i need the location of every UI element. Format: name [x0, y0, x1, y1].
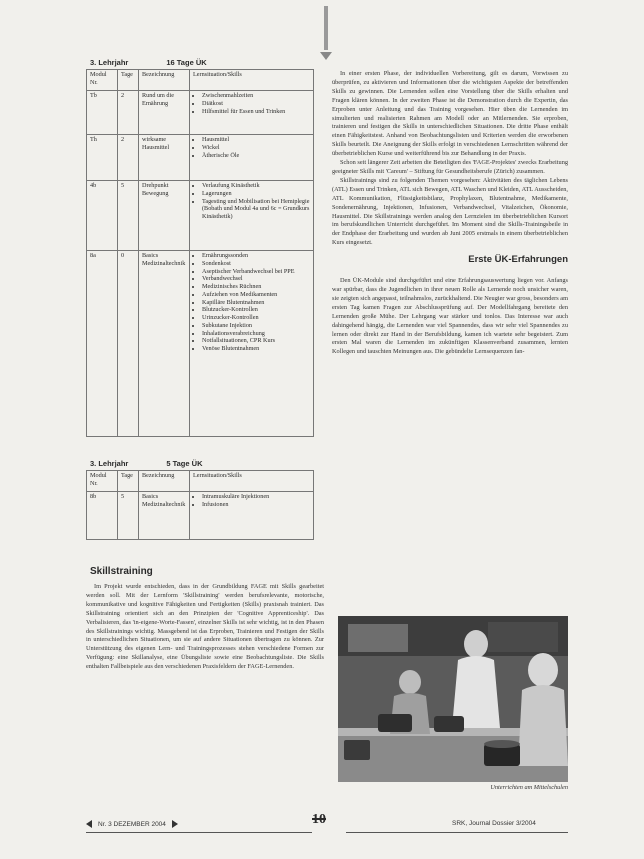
table1-year: 3. Lehrjahr — [90, 58, 129, 67]
footer-journal: SRK, Journal Dossier 3/2004 — [452, 820, 536, 827]
skill-item: • Infusionen — [202, 501, 310, 509]
cell-skills — [190, 492, 314, 540]
skill-item: • Medizinisches Rüchnen — [202, 283, 310, 291]
page-number: 10 — [312, 812, 326, 827]
cell-skills — [190, 91, 314, 135]
skill-item: • Notfallsituationen, CPR Kurs — [202, 337, 310, 345]
cell-bezeichnung: Basics Medizinaltechnik — [139, 251, 190, 437]
col-header-tage: Tage — [118, 70, 139, 91]
next-arrow-icon — [172, 820, 178, 828]
skill-item: • Lagerungen — [202, 190, 310, 198]
table-row — [87, 135, 314, 181]
paragraph-3: Skillstrainings sind zu folgenden Themen vorgesehen: Aktivitäten des täglichen Lebens (ATL) Essen und Trinken, ATL sich Bewegen, ATL Waschen und Kleiden, ATL Ausscheiden, ATL Kommunikation, Flüssigkeitsbilanz, Prophylaxen, Blutentnahme, Medikamente, Sondenernährung, Injektionen, Infusionen, Verbandwechsel, Vitalzeichen, Ökonomie, Hausmittel. Die Skillstrainings werden analog den Lernzielen im überbetrieblichen Kursort im berufskundlichen Unterricht durchgeführt. Im Moment sind die Skills-Trainingsbeile in der Endphase der Erarbeitung und wurden ab Juni 2005 erstmals in einem überbetrieblichen Kurs eingesetzt. — [332, 176, 568, 247]
skill-item: • Diätkost — [202, 100, 310, 108]
cell-tage: 0 — [118, 251, 139, 437]
col-header-bezeichnung: Bezeichnung — [139, 70, 190, 91]
skill-item: • Inhalationsverabreichung — [202, 330, 310, 338]
col-header-modul: Modul Nr. — [87, 471, 118, 492]
table-row — [87, 492, 314, 540]
cell-modul: Th — [87, 135, 118, 181]
skill-item: • Aseptischer Verbandwechsel bei PPE — [202, 268, 310, 276]
cell-bezeichnung: Drehpunkt Bewegung — [139, 181, 190, 251]
cell-modul: 4b — [87, 181, 118, 251]
cell-tage: 5 — [118, 492, 139, 540]
cell-skills — [190, 135, 314, 181]
table-header-row — [87, 471, 314, 492]
skill-item: • Ätherische Öle — [202, 152, 310, 160]
cell-tage: 2 — [118, 135, 139, 181]
footer-issue: Nr. 3 DEZEMBER 2004 — [98, 820, 166, 828]
cell-modul: 8b — [87, 492, 118, 540]
table1-heading — [90, 58, 324, 67]
skill-item: • Sondenkost — [202, 260, 310, 268]
skill-item: • Wickel — [202, 144, 310, 152]
col-header-skills: Lernsituation/Skills — [190, 471, 314, 492]
cell-bezeichnung: Rund um die Ernährung — [139, 91, 190, 135]
skill-item: • Ernährungssonden — [202, 252, 310, 260]
skill-item: • Verbandwechsel — [202, 275, 310, 283]
cell-modul: 8a — [87, 251, 118, 437]
col-header-tage: Tage — [118, 471, 139, 492]
erste-uk-heading: Erste ÜK-Erfahrungen — [468, 254, 568, 266]
table-row — [87, 91, 314, 135]
photo-caption: Unterrichten am Mittelschulen — [490, 784, 568, 791]
classroom-photo — [338, 616, 568, 782]
skill-item: • Verlaufung Kinästhetik — [202, 182, 310, 190]
prev-arrow-icon — [86, 820, 92, 828]
table1-duration: 16 Tage ÜK — [166, 58, 207, 67]
skill-item: • Aufziehen von Medikamenten — [202, 291, 310, 299]
footer-rule-left — [86, 832, 312, 833]
table-row — [87, 181, 314, 251]
col-header-bezeichnung: Bezeichnung — [139, 471, 190, 492]
paragraph-4: Den ÜK-Module sind durchgeführt und eine Erfahrungsauswertung liegen vor. Anfangs war spürbar, dass die Jugendlichen in ihrer neuen Rolle als Lernende noch unsicher waren, sie zeigten sich angepasst, teilnahmslos, zurückhaltend. Die Neugier war gross, besonders am ersten Tag kamen Fragen zur Abschlussprüfung auf. Der Modellfahrgang bereitete den Lernenden große Mühe. Der Lehrgang war stärker und tonlos. Das Interesse war auch dahingehend hängig, die Lernenden war viel Spannendes, dass wir sehr viel Spannendes zu lernen oder direkt zur Hand in der Berufsbildung, kamen ich wartete sehr begeistert. Zum ersten Mal waren die Lernenden im zukünftigen Klassenverband zusammen, lernten Kollegen und tauschten Meinungen aus. Die gebündelte Lernsequenzen fan- — [332, 277, 568, 356]
cell-skills — [190, 251, 314, 437]
skillstraining-text: Im Projekt wurde entschieden, dass in der Grundbildung FAGE mit Skills gearbeitet werden soll. Mit der Lernform 'Skillstraining' werden berufsrelevante, motorische, kommunikative und kognitive Fähigkeiten und Fertigkeiten (Skills) praxisnah trainiert. Das Skillstraining orientiert sich an den Prinzipien der 'Cognitive Apprenticeship'. Das Verbalisieren, das 'in-eigene-Worte-Fassen', einzelner Skills ist sehr wichtig, ist in den Phasen des Skillstrainings wichtig. Massgebend ist das Erproben, Trainieren und Festigen der Skills in unterschiedlichen Situationen, um sie auf andere Situationen übertragen zu können. Zur Unterstützung des eigenen Lern- und Trainingsprozesses stehen verschiedene Formen zur Verfügung: eine Skillanalyse, eine Übungsliste sowie eine Beobachtungsliste. Die Skills enthalten Fallbeispiele aus den verschiedenen Praxisfeldern der FAGE-Lernenden. — [86, 583, 324, 671]
cell-bezeichnung: wirksame Hausmittel — [139, 135, 190, 181]
skill-item: • Tagesting und Mobilisation bei Hemiplegie (Bobath und Modul 4a und 6c = Grundkurs Kinästhetik) — [202, 198, 310, 221]
table2-duration: 5 Tage ÜK — [166, 459, 203, 468]
cell-modul: Tb — [87, 91, 118, 135]
skill-item: • Blutzucker-Kontrollen — [202, 306, 310, 314]
right-column — [332, 58, 568, 357]
photo-illustration — [338, 616, 568, 782]
col-header-skills: Lernsituation/Skills — [190, 70, 314, 91]
cell-tage: 2 — [118, 91, 139, 135]
cell-skills — [190, 181, 314, 251]
left-column — [86, 58, 324, 672]
module-table-2 — [86, 470, 314, 540]
scan-bookmark — [324, 6, 328, 50]
skill-item: • Intramuskuläre Injektionen — [202, 493, 310, 501]
skillstraining-heading: Skillstraining — [90, 566, 153, 577]
skill-item: • Venöse Blutentnahmen — [202, 345, 310, 353]
module-table-1 — [86, 69, 314, 437]
cell-tage: 5 — [118, 181, 139, 251]
table-row — [87, 251, 314, 437]
skill-item: • Subkutane Injektion — [202, 322, 310, 330]
paragraph-2: Schon seit längerer Zeit arbeiten die Beteiligten des 'FAGE-Projektes' zwecks Erarbeitung geeigneter Skills mit 'Careum' – Stiftung für Gesundheitsberufe (Zürich) zusammen. — [332, 159, 568, 175]
table2-year: 3. Lehrjahr — [90, 459, 129, 468]
cell-bezeichnung: Basics Medizinaltechnik — [139, 492, 190, 540]
footer-rule-right — [346, 832, 568, 833]
skill-item: • Kapilläre Blutentnahmen — [202, 299, 310, 307]
paragraph-1: In einer ersten Phase, der individuellen Vorbereitung, gilt es darum, Vorwissen zu überprüfen, zu aktivieren und Informationen über die wichtigsten Aspekte der betreffenden Skills zu gewinnen. Die Lernenden sollen eine Vorstellung über die Skills erhalten und Fragen klären können. In der zweiten Phase ist die Demonstration durch die Expertin, das Erproben unter Anleitung und das Training vorgesehen. Hier üben die Lernenden im simulierten und realisierten Rahmen am Modell oder an Mitlernenden. Sie erproben, trainieren und festigen die Skills in unterschiedlichen Situationen. Die dritte Phase enthält einen Fähigkeitstest. Anhand von Beobachtungslisten und Kriterien werden die erworbenen Skills beurteilt. Die Aneignung der Skills erfolgt in verschiedenen Lernschritten während der überbetrieblichen Kurse und weiterführend bis zur Behandlung in der Praxis. — [332, 70, 568, 158]
skill-item: • Hilfsmittel für Essen und Trinken — [202, 108, 310, 116]
footer-left — [86, 820, 178, 828]
skill-item: • Hausmittel — [202, 136, 310, 144]
table-header-row — [87, 70, 314, 91]
skill-item: • Zwischenmahlzeiten — [202, 92, 310, 100]
skill-item: • Urinzucker-Kontrollen — [202, 314, 310, 322]
col-header-modul: Modul Nr. — [87, 70, 118, 91]
table2-heading — [90, 459, 324, 468]
